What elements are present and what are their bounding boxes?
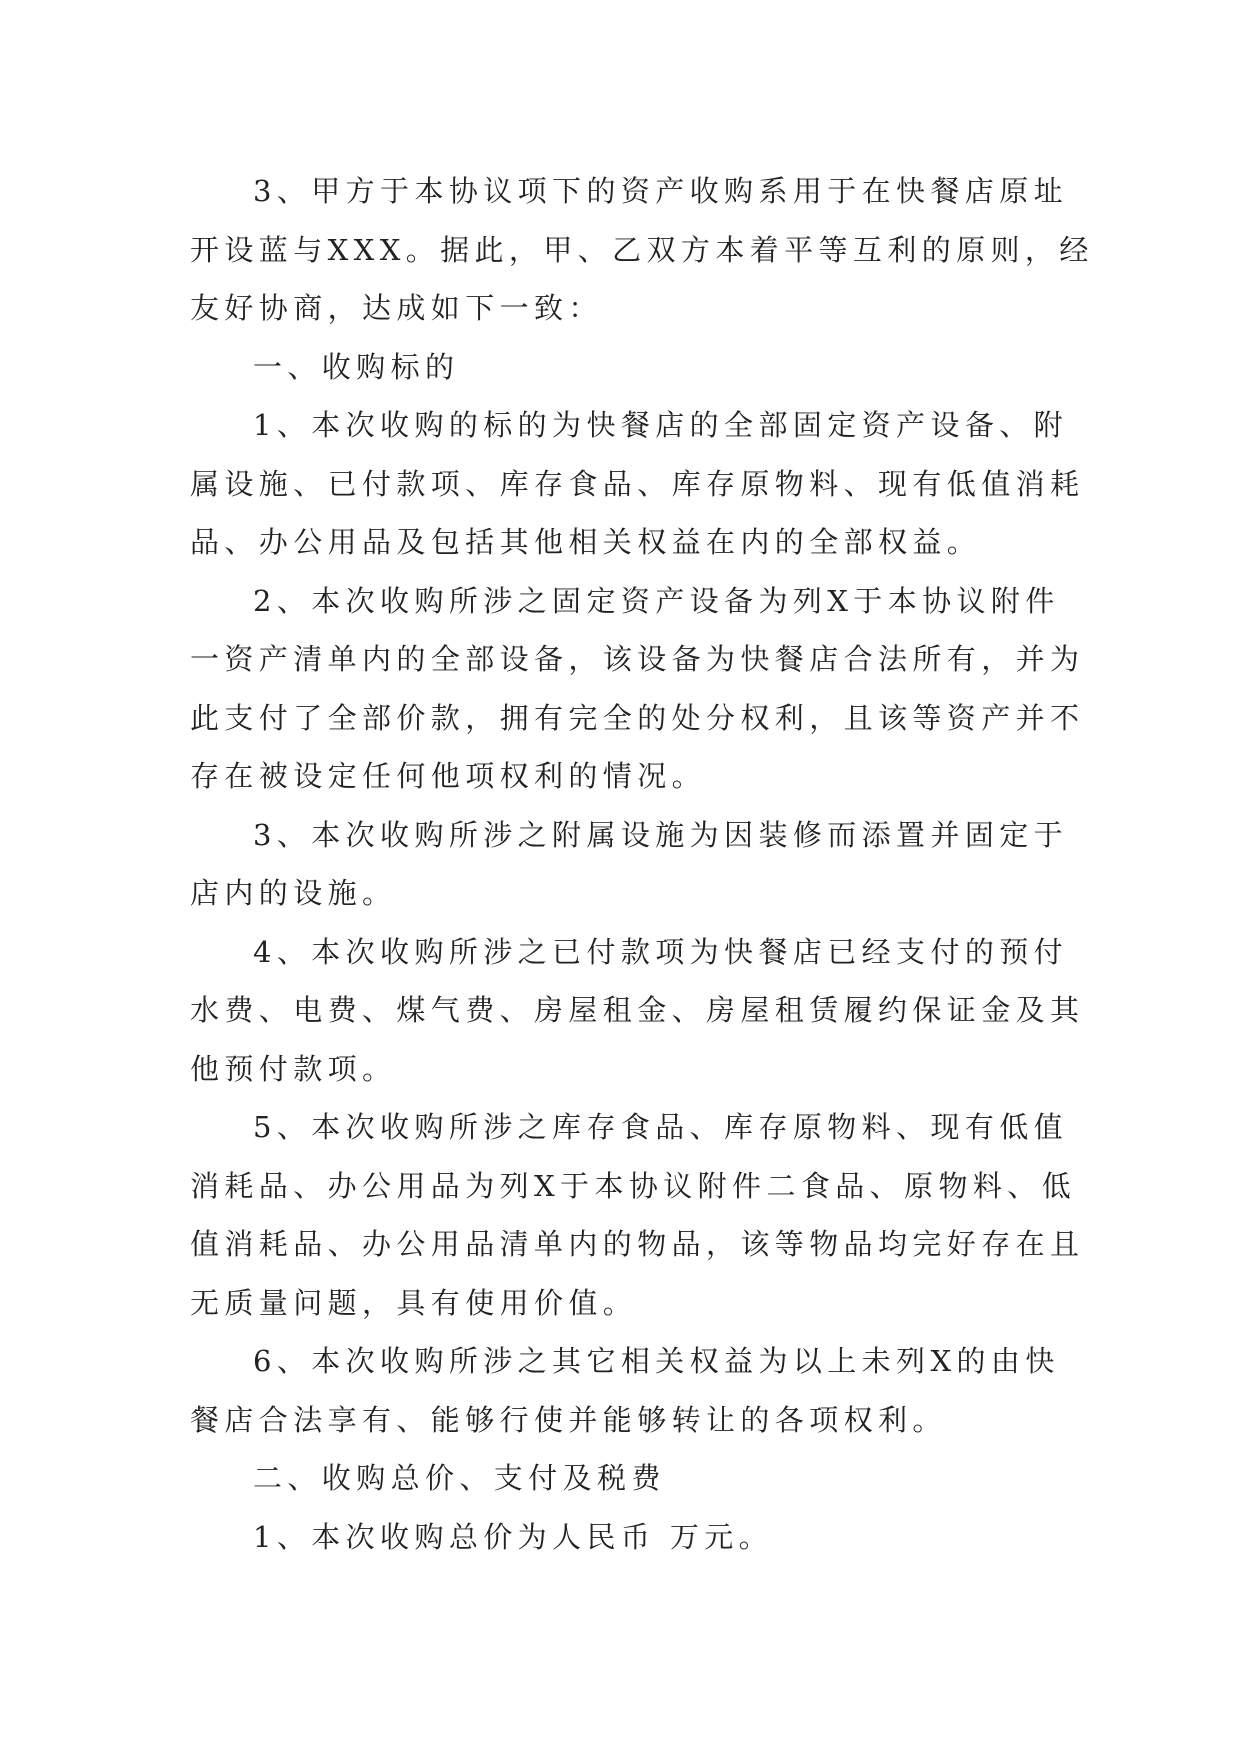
text-line: 属设施、已付款项、库存食品、库存原物料、现有低值消耗	[190, 466, 1085, 501]
text-line: 2、本次收购所涉之固定资产设备为列X于本协议附件	[253, 583, 1060, 618]
text-line: 餐店合法享有、能够行使并能够转让的各项权利。	[190, 1402, 947, 1437]
text-line: 5、本次收购所涉之库存食品、库存原物料、现有低值	[253, 1110, 1069, 1144]
text-line: 4、本次收购所涉之已付款项为快餐店已经支付的预付	[253, 934, 1069, 969]
text-line: 此支付了全部价款，拥有完全的处分权利，且该等资产并不	[190, 700, 1085, 735]
text-line: 1、本次收购总价为人民币 万元。	[253, 1519, 774, 1554]
section-heading: 二、收购总价、支付及税费	[253, 1461, 666, 1495]
text-line: 存在被设定任何他项权利的情况。	[190, 759, 707, 793]
section-heading: 一、收购标的	[253, 349, 460, 384]
text-line: 值消耗品、办公用品清单内的物品，该等物品均完好存在且	[190, 1227, 1085, 1261]
text-line: 无质量问题，具有使用价值。	[190, 1285, 638, 1320]
text-line: 1、本次收购的标的为快餐店的全部固定资产设备、附	[253, 408, 1069, 442]
text-line: 品、办公用品及包括其他相关权益在内的全部权益。	[190, 525, 982, 559]
text-line: 6、本次收购所涉之其它相关权益为以上未列X的由快	[253, 1344, 1060, 1378]
text-line: 消耗品、办公用品为列X于本协议附件二食品、原物料、低	[190, 1168, 1077, 1203]
text-line: 3、本次收购所涉之附属设施为因装修而添置并固定于	[253, 817, 1069, 852]
text-line: 3、甲方于本协议项下的资产收购系用于在快餐店原址	[253, 174, 1069, 208]
text-line: 一资产清单内的全部设备，该设备为快餐店合法所有，并为	[190, 642, 1085, 676]
text-line: 水费、电费、煤气费、房屋租金、房屋租赁履约保证金及其	[190, 993, 1085, 1027]
text-line: 店内的设施。	[190, 876, 397, 910]
document-body	[190, 162, 1094, 1566]
text-line: 友好协商，达成如下一致：	[190, 291, 603, 325]
text-line: 开设蓝与XXX。据此，甲、乙双方本着平等互利的原则，经	[190, 232, 1094, 267]
text-line: 他预付款项。	[190, 1051, 397, 1086]
